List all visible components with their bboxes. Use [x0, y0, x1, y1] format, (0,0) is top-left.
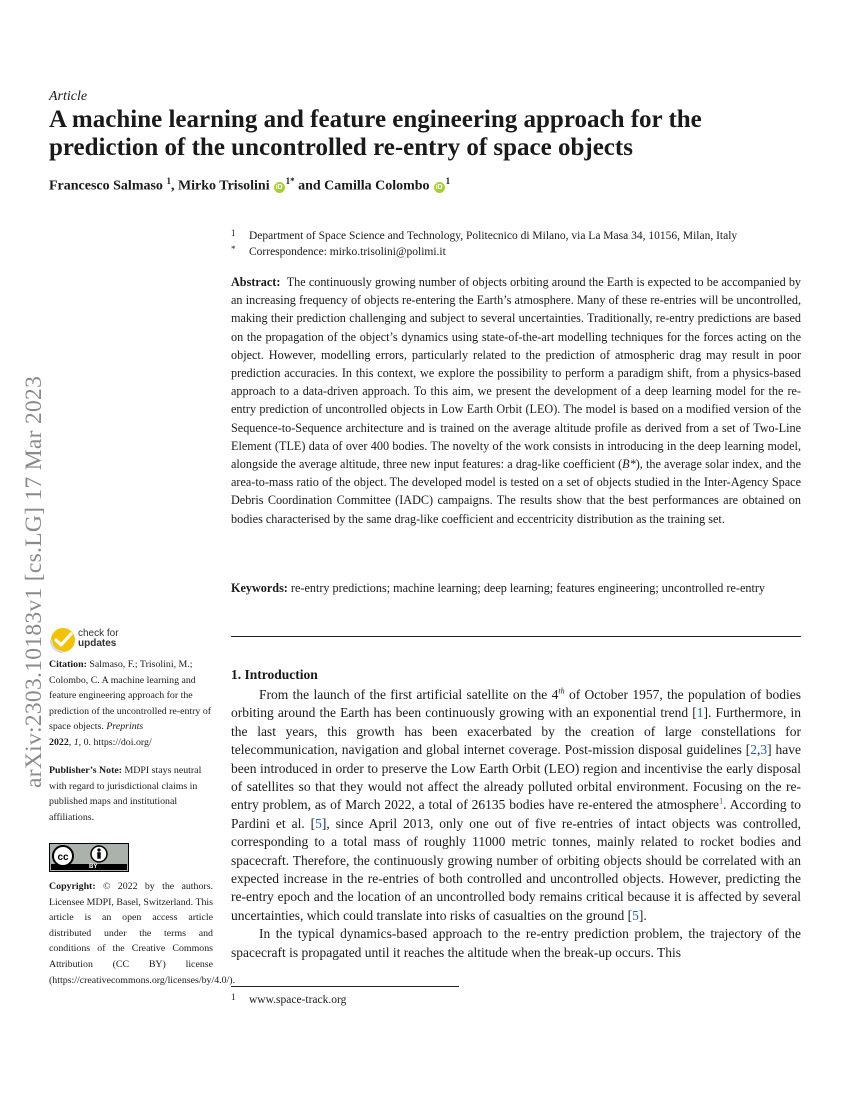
paper-title: A machine learning and feature engineering approach for the prediction of the uncontrolled re-entry of space objects [49, 106, 702, 161]
copyright-label: Copyright: [49, 881, 96, 892]
check-updates-label[interactable] [78, 629, 119, 649]
correspondence [231, 241, 446, 260]
copyright-text: © 2022 by the authors. Licensee MDPI, Basel, Switzerland. This article is an open access article distributed under the terms and conditions of the Creative Commons Attribution (CC BY) license (https://creativecommons.org/licenses/by/4.0/). [49, 881, 236, 986]
affiliation-mark: 1 [231, 228, 236, 238]
author-affil-mark: 1* [285, 176, 295, 186]
keywords-label: Keywords: [231, 581, 288, 595]
check-updates-line: check for [78, 628, 119, 639]
footnote-mark: 1 [231, 992, 236, 1002]
check-updates-line: updates [78, 638, 117, 649]
author-name: Francesco Salmaso [49, 178, 163, 194]
check-updates-icon[interactable] [49, 626, 77, 654]
license-badge-label: BY [89, 864, 98, 870]
citation-link[interactable]: 3 [760, 742, 768, 758]
copyright [49, 879, 236, 988]
publishers-note-text: MDPI stays neutral with regard to jurisdictional claims in published maps and institutional affiliations. [49, 765, 202, 823]
keywords-text: re-entry predictions; machine learning; deep learning; features engineering; uncontrolled re-entry [290, 581, 766, 595]
abstract-label: Abstract: [231, 275, 281, 289]
section-divider [231, 636, 801, 637]
orcid-icon[interactable]: iD [435, 183, 443, 191]
article-type: Article [49, 89, 88, 104]
keywords [231, 579, 801, 597]
author-name: Camilla Colombo [324, 178, 430, 194]
citation-link[interactable]: 2 [750, 742, 758, 758]
footnote-link[interactable]: 1 [719, 796, 724, 806]
paragraph: From the launch of the first artificial satellite on the 4th of October 1957, the population of bodies orbiting around the Earth has been continuously growing with an exponential trend [1]. Furthermore, in the last years, this growth has been exacerbated by the creation of large constellations for telecommunication, navigation and global internet coverage. Post-mission disposal guidelines [2,3] have been introduced in order to preserve the Low Earth Orbit (LEO) region and incentivise the early disposal of satellites so that they would not affect the already polluted orbital environment. Focusing on the re-entry problem, as of March 2022, a total of 26135 bodies have re-entered the atmosphere$^1$. According to Pardini et al. [5], since April 2013, only one out of five re-entries of intact objects was controlled, corresponding to a total mass of roughly 11000 metric tonnes, mainly related to rocket bodies and spacecraft. Therefore, the continuously growing number of orbiting objects should be correlated with an expected increase in the re-entries of both controlled and uncontrolled objects. However, predicting the re-entry epoch and the location of an uncontrolled body remains critical because it is affected by several uncertainties, which could translate into risks of casualties on the ground [5]. [231, 686, 801, 923]
abstract-text: The continuously growing number of objects orbiting around the Earth is expected to be accompanied by an increasing frequency of objects re-entering the Earth’s atmosphere. Many of these re-entries will be uncontrolled, making their prediction challenging and subject to several uncertainties. Traditionally, re-entry predictions are based on the propagation of the object’s dynamics using state-of-the-art modelling techniques for the forces acting on the object. However, modelling errors, particularly related to the prediction of atmospheric drag may result in poor prediction accuracies. In this context, we explore the possibility to perform a paradigm shift, from a physics-based approach to a data-driven approach. To this aim, we present the development of a deep learning model for the re-entry prediction of uncontrolled objects in Low Earth Orbit (LEO). The model is based on a modified version of the Sequence-to-Sequence architecture and is trained on the average altitude profile as derived from a set of Two-Line Element (TLE) data of over 400 bodies. The novelty of the work consists in introducing in the deep learning model, alongside the average altitude, three new input features: a drag-like coefficient ( [231, 275, 802, 472]
affiliation-mark: * [231, 244, 236, 254]
author-separator: , [170, 178, 178, 194]
affiliation-text: Department of Space Science and Technology, Politecnico di Milano, via La Masa 34, 10156, Milan, Italy [249, 230, 738, 242]
correspondence-text: Correspondence: mirko.trisolini@polimi.it [249, 246, 446, 258]
citation-doi[interactable]: , 0. https://doi.org/ [78, 736, 152, 748]
publishers-note-label: Publisher’s Note: [49, 765, 123, 776]
body-text [231, 686, 801, 962]
abstract [231, 273, 801, 528]
footnote-text: www.space-track.org [249, 994, 347, 1006]
arxiv-stamp: arXiv:2303.10183v1 [cs.LG] 17 Mar 2023 [21, 375, 47, 788]
author-name: Mirko Trisolini [177, 178, 270, 194]
abstract-text: ), the average solar index, and the area-to-mass ratio of the object. The developed model is tested on a set of objects studied in the Inter-Agency Space Debris Coordination Committee (IADC) campaigns. The results show that the best performances are obtained on bodies characterised by the same drag-like coefficient and eccentricity distribution as the training set. [231, 457, 801, 526]
section-heading: 1. Introduction [231, 667, 318, 682]
citation-link[interactable]: 5 [632, 907, 639, 923]
footnote-divider [231, 986, 459, 987]
author-list [49, 176, 450, 195]
citation-year: 2022 [49, 736, 69, 748]
author-separator: and [294, 178, 325, 194]
citation-label: Citation: [49, 659, 87, 670]
paragraph: In the typical dynamics-based approach to the re-entry prediction problem, the trajectory of the spacecraft is propagated until it reaches the altitude when the break-up occurs. This [231, 926, 801, 960]
citation-link[interactable]: 1 [696, 705, 704, 721]
bstar-symbol: B* [622, 457, 636, 472]
svg-text:cc: cc [57, 852, 69, 863]
citation-block: Citation: Salmaso, F.; Trisolini, M.; Colombo, C. A machine learning and feature engineering approach for the prediction of the uncontrolled re-entry of space objects. Preprints 2022, 1, 0. https://doi.org/ [49, 659, 212, 748]
citation-journal: Preprints [106, 721, 144, 733]
orcid-icon[interactable]: iD [275, 183, 283, 191]
citation-volume: 1 [73, 736, 79, 748]
footnote [231, 992, 346, 1006]
author-affil-mark: 1 [445, 176, 451, 186]
citation-link[interactable]: 5 [315, 815, 322, 831]
citation-text: Salmaso, F.; Trisolini, M.; Colombo, C. A machine learning and feature engineering approach for the prediction of the uncontrolled re-entry of space objects. [49, 659, 212, 733]
author-affil-mark: 1 [166, 176, 171, 186]
publishers-note [49, 763, 213, 825]
